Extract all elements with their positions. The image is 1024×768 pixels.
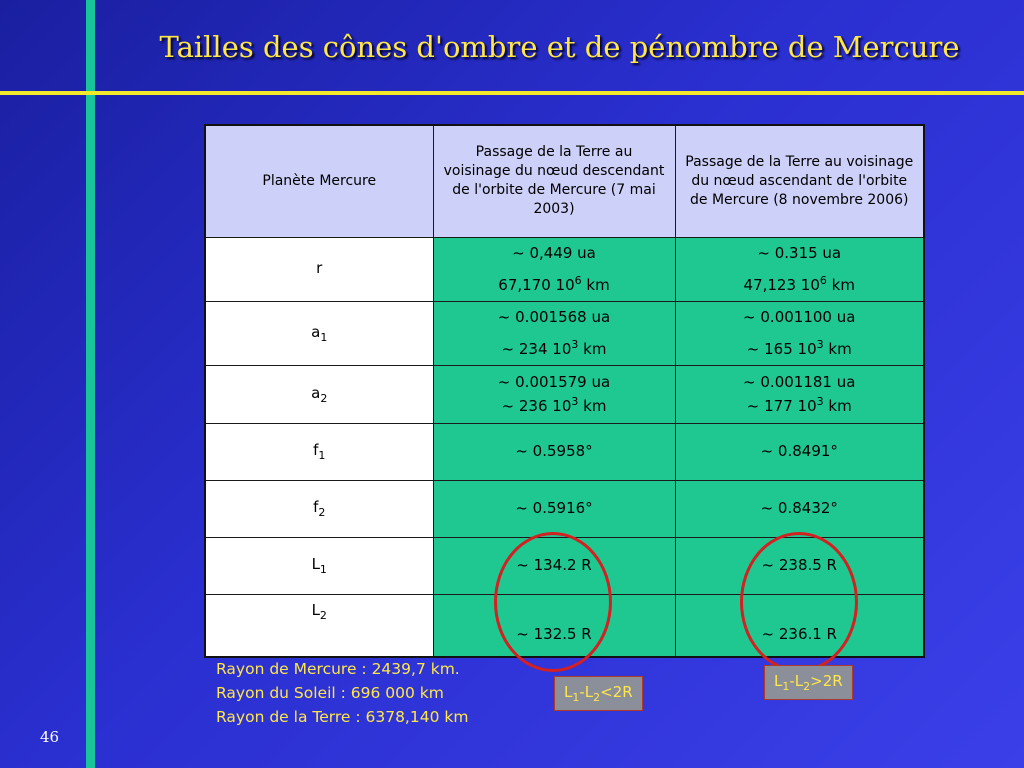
row-label: $L_2$	[205, 594, 433, 657]
table-row	[205, 423, 924, 480]
table-row	[205, 301, 924, 365]
page-number: 46	[40, 728, 60, 746]
note-line: Rayon de la Terre : 6378,140 km	[216, 708, 469, 726]
row-label: $L_1$	[205, 537, 433, 594]
row-label: r	[205, 237, 433, 301]
row-label: $f_2$	[205, 480, 433, 537]
header-planet: Planète Mercure	[205, 125, 433, 237]
note-line: Rayon de Mercure : 2439,7 km.	[216, 660, 460, 678]
title-rule	[0, 91, 1024, 95]
row-label: $f_1$	[205, 423, 433, 480]
value-cell: ~ 0.8432°	[675, 480, 924, 537]
value-cell: ~ 0.001181 ua ~ 177 $10^3$ km	[675, 365, 924, 423]
left-accent-bar	[86, 0, 95, 768]
value-cell: ~ 0.315 ua 47,123 $10^6$ km	[675, 237, 924, 301]
table-row	[205, 237, 924, 301]
value-cell: ~ 236.1 R	[675, 594, 924, 657]
value-cell: ~ 0.8491°	[675, 423, 924, 480]
highlight-circle-right	[740, 532, 858, 672]
row-label: $a_1$	[205, 301, 433, 365]
header-ascending-node: Passage de la Terre au voisinage du nœud ascendant de l'orbite de Mercure (8 novembre 2006)	[675, 125, 924, 237]
note-line: Rayon du Soleil : 696 000 km	[216, 684, 444, 702]
value-cell: ~ 238.5 R	[675, 537, 924, 594]
value-cell: ~ 0.001100 ua ~ 165 $10^3$ km	[675, 301, 924, 365]
value-cell: ~ 132.5 R	[433, 594, 675, 657]
value-cell: ~ 0,449 ua 67,170 $10^6$ km	[433, 237, 675, 301]
table-row	[205, 365, 924, 423]
value-cell: ~ 0.001579 ua ~ 236 $10^3$ km	[433, 365, 675, 423]
radius-notes	[216, 657, 468, 729]
comparison-box-left: $L_1-L_2<2R$	[554, 676, 643, 711]
value-cell: ~ 0.001568 ua ~ 234 $10^3$ km	[433, 301, 675, 365]
table-header-row	[205, 125, 924, 237]
slide-title: Tailles des cônes d'ombre et de pénombre de Mercure	[159, 30, 960, 64]
value-cell: ~ 0.5916°	[433, 480, 675, 537]
comparison-box-right: $L_1-L_2>2R$	[764, 665, 853, 700]
table-row	[205, 480, 924, 537]
value-cell: ~ 0.5958°	[433, 423, 675, 480]
header-descending-node: Passage de la Terre au voisinage du nœud descendant de l'orbite de Mercure (7 mai 2003)	[433, 125, 675, 237]
highlight-circle-left	[494, 532, 612, 672]
value-cell: ~ 134.2 R	[433, 537, 675, 594]
row-label: $a_2$	[205, 365, 433, 423]
